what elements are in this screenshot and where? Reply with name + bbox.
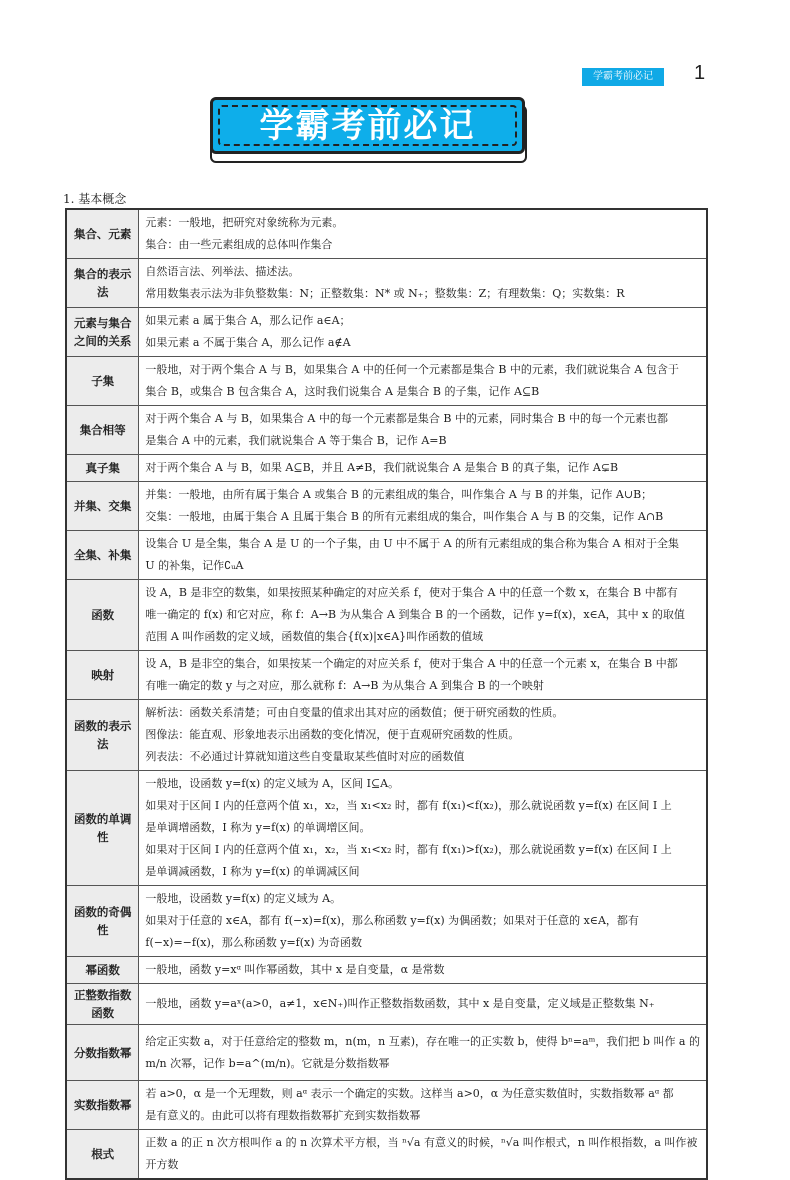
definition-line: 交集：一般地，由属于集合 A 且属于集合 B 的所有元素组成的集合，叫作集合 A 与 B 的交集，记作 A∩B [145,510,664,523]
term-cell [66,886,139,957]
term-cell [66,984,139,1025]
table-row [66,482,707,531]
definition-line: 如果对于任意的 x∈A，都有 f(−x)=f(x)，那么称函数 y=f(x) 为偶函数；如果对于任意的 x∈A，都有 [145,914,639,927]
definition-cell [139,308,707,357]
term-label: 元素与集合 [73,316,132,330]
definition-cell [139,580,707,651]
term-label: 分数指数幂 [73,1045,132,1060]
definition-line: 设 A，B 是非空的数集，如果按照某种确定的对应关系 f，使对于集合 A 中的任意一个数 x，在集合 B 中都有 [145,586,678,599]
definition-line: 设 A，B 是非空的集合，如果按某一个确定的对应关系 f，使对于集合 A 中的任意一个元素 x，在集合 B 中都 [145,657,678,670]
definition-cell [139,771,707,886]
definition-line: 图像法：能直观、形象地表示出函数的变化情况，便于直观研究函数的性质。 [145,728,520,741]
concept-table [65,208,708,1180]
term-label: 集合的表示法 [73,267,132,299]
term-label: 子集 [91,374,115,388]
definition-line: 如果对于区间 I 内的任意两个值 x₁，x₂，当 x₁<x₂ 时，都有 f(x₁)<f(x₂)，那么就说函数 y=f(x) 在区间 I 上 [145,799,672,812]
term-cell [66,455,139,482]
definition-cell [139,700,707,771]
term-cell [66,651,139,700]
term-label: 实数指数幂 [73,1098,132,1112]
table-row [66,1130,707,1180]
table-row [66,886,707,957]
definition-line: 一般地，函数 y=aˣ(a>0，a≠1，x∈N₊)叫作正整数指数函数，其中 x 是自变量，定义域是正整数集 N₊ [145,997,655,1010]
term-cell [66,771,139,886]
table-row [66,651,707,700]
term-cell [66,406,139,455]
definition-line: m/n 次幂，记作 b=a^(m/n)。它就是分数指数幂 [145,1056,390,1070]
term-label: 函数的单调性 [73,812,132,844]
term-label: 函数的表示法 [73,719,132,751]
table-row [66,259,707,308]
term-cell [66,308,139,357]
table-row [66,209,707,259]
term-cell [66,259,139,308]
definition-line: 范围 A 叫作函数的定义域，函数值的集合{f(x)|x∈A}叫作函数的值域 [145,630,484,643]
term-cell [66,482,139,531]
section-title: 1. 基本概念 [63,192,127,206]
term-label: 并集、交集 [73,499,132,513]
definition-line: 对于两个集合 A 与 B，如果 A⊆B，并且 A≠B，我们就说集合 A 是集合 B 的真子集，记作 A⊊B [145,461,619,474]
table-row [66,406,707,455]
term-cell [66,357,139,406]
definition-cell [139,651,707,700]
definition-line: U 的补集，记作∁ᵤA [145,559,244,572]
term-cell [66,531,139,580]
definition-cell [139,259,707,308]
definition-line: 并集：一般地，由所有属于集合 A 或集合 B 的元素组成的集合，叫作集合 A 与 B 的并集，记作 A∪B； [145,488,653,501]
title-banner [210,97,527,163]
term-label: 集合、元素 [73,227,132,241]
table-row [66,957,707,984]
term-label: 之间的关系 [73,334,132,348]
definition-line: 是集合 A 中的元素，我们就说集合 A 等于集合 B，记作 A=B [145,434,447,447]
definition-line: 给定正实数 a，对于任意给定的整数 m，n(m，n 互素)，存在唯一的正实数 b，使得 bⁿ=aᵐ，我们把 b 叫作 a 的 [145,1034,700,1048]
definition-line: 一般地，对于两个集合 A 与 B，如果集合 A 中的任何一个元素都是集合 B 中的元素，我们就说集合 A 包含于 [145,363,679,376]
table-row [66,1081,707,1130]
definition-line: 设集合 U 是全集，集合 A 是 U 的一个子集，由 U 中不属于 A 的所有元素组成的集合称为集合 A 相对于全集 [145,537,679,550]
definition-line: 元素：一般地，把研究对象统称为元素。 [145,216,344,229]
definition-cell [139,886,707,957]
table-row [66,531,707,580]
term-label: 函数 [91,608,115,622]
definition-line: 如果元素 a 属于集合 A，那么记作 a∈A； [145,314,351,327]
definition-line: f(−x)=−f(x)，那么称函数 y=f(x) 为奇函数 [145,936,363,949]
term-label: 根式 [91,1147,115,1161]
definition-cell [139,531,707,580]
definition-line: 如果元素 a 不属于集合 A，那么记作 a∉A [145,336,351,349]
page-number: 1 [694,62,706,84]
table-row [66,357,707,406]
table-row [66,1025,707,1081]
definition-line: 一般地，设函数 y=f(x) 的定义域为 A，区间 I⊆A。 [145,777,400,790]
definition-cell [139,984,707,1025]
term-cell [66,700,139,771]
term-cell [66,1081,139,1130]
term-cell [66,580,139,651]
definition-line: 对于两个集合 A 与 B，如果集合 A 中的每一个元素都是集合 B 中的元素，同时集合 B 中的每一个元素也都 [145,412,668,425]
term-cell [66,1130,139,1180]
banner-face [210,97,525,154]
term-label: 集合相等 [79,423,126,437]
definition-cell [139,957,707,984]
page-title: 学霸考前必记 [259,106,476,146]
table-row [66,984,707,1025]
term-cell [66,957,139,984]
definition-line: 解析法：函数关系清楚；可由自变量的值求出其对应的函数值；便于研究函数的性质。 [145,706,564,719]
definition-cell [139,1081,707,1130]
definition-line: 唯一确定的 f(x) 和它对应，称 f：A→B 为从集合 A 到集合 B 的一个函数，记作 y=f(x)，x∈A，其中 x 的取值 [145,608,685,621]
definition-line: 集合：由一些元素组成的总体叫作集合 [145,238,333,251]
definition-cell [139,1025,707,1081]
table-row [66,771,707,886]
term-label: 全集、补集 [73,548,132,562]
term-label: 幂函数 [85,963,120,977]
definition-line: 自然语言法、列举法、描述法。 [145,265,300,278]
definition-line: 常用数集表示法为非负整数集：N；正整数集：N* 或 N₊；整数集：Z；有理数集：Q；实数集：R [145,287,625,300]
definition-cell [139,455,707,482]
definition-line: 开方数 [145,1158,179,1171]
chapter-tag: 学霸考前必记 [582,68,664,86]
term-cell [66,209,139,259]
table-row [66,580,707,651]
definition-cell [139,482,707,531]
term-label: 函数的奇偶性 [73,905,132,937]
definition-cell [139,357,707,406]
table-row [66,700,707,771]
definition-line: 若 a>0，α 是一个无理数，则 aᵅ 表示一个确定的实数。这样当 a>0，α 为任意实数值时，实数指数幂 aᵅ 都 [145,1087,674,1100]
definition-line: 列表法：不必通过计算就知道这些自变量取某些值时对应的函数值 [145,750,465,763]
definition-line: 集合 B，或集合 B 包含集合 A，这时我们说集合 A 是集合 B 的子集，记作 A⊆B [145,385,540,398]
term-label: 真子集 [85,461,120,475]
term-cell [66,1025,139,1081]
definition-line: 有唯一确定的数 y 与之对应，那么就称 f：A→B 为从集合 A 到集合 B 的一个映射 [145,679,544,692]
definition-line: 一般地，函数 y=xᵅ 叫作幂函数，其中 x 是自变量，α 是常数 [145,963,445,976]
definition-cell [139,209,707,259]
term-label: 正整数指数函数 [73,988,132,1020]
definition-line: 是单调减函数，I 称为 y=f(x) 的单调减区间 [145,865,360,878]
term-label: 映射 [91,668,115,682]
definition-line: 是单调增函数，I 称为 y=f(x) 的单调增区间。 [145,821,371,834]
definition-line: 如果对于区间 I 内的任意两个值 x₁，x₂，当 x₁<x₂ 时，都有 f(x₁)>f(x₂)，那么就说函数 y=f(x) 在区间 I 上 [145,843,672,856]
definition-cell [139,406,707,455]
table-row [66,455,707,482]
definition-line: 是有意义的。由此可以将有理数指数幂扩充到实数指数幂 [145,1109,421,1122]
definition-line: 一般地，设函数 y=f(x) 的定义域为 A。 [145,892,342,905]
table-row [66,308,707,357]
definition-line: 正数 a 的正 n 次方根叫作 a 的 n 次算术平方根，当 ⁿ√a 有意义的时候，ⁿ√a 叫作根式，n 叫作根指数，a 叫作被 [145,1136,698,1149]
definition-cell [139,1130,707,1180]
